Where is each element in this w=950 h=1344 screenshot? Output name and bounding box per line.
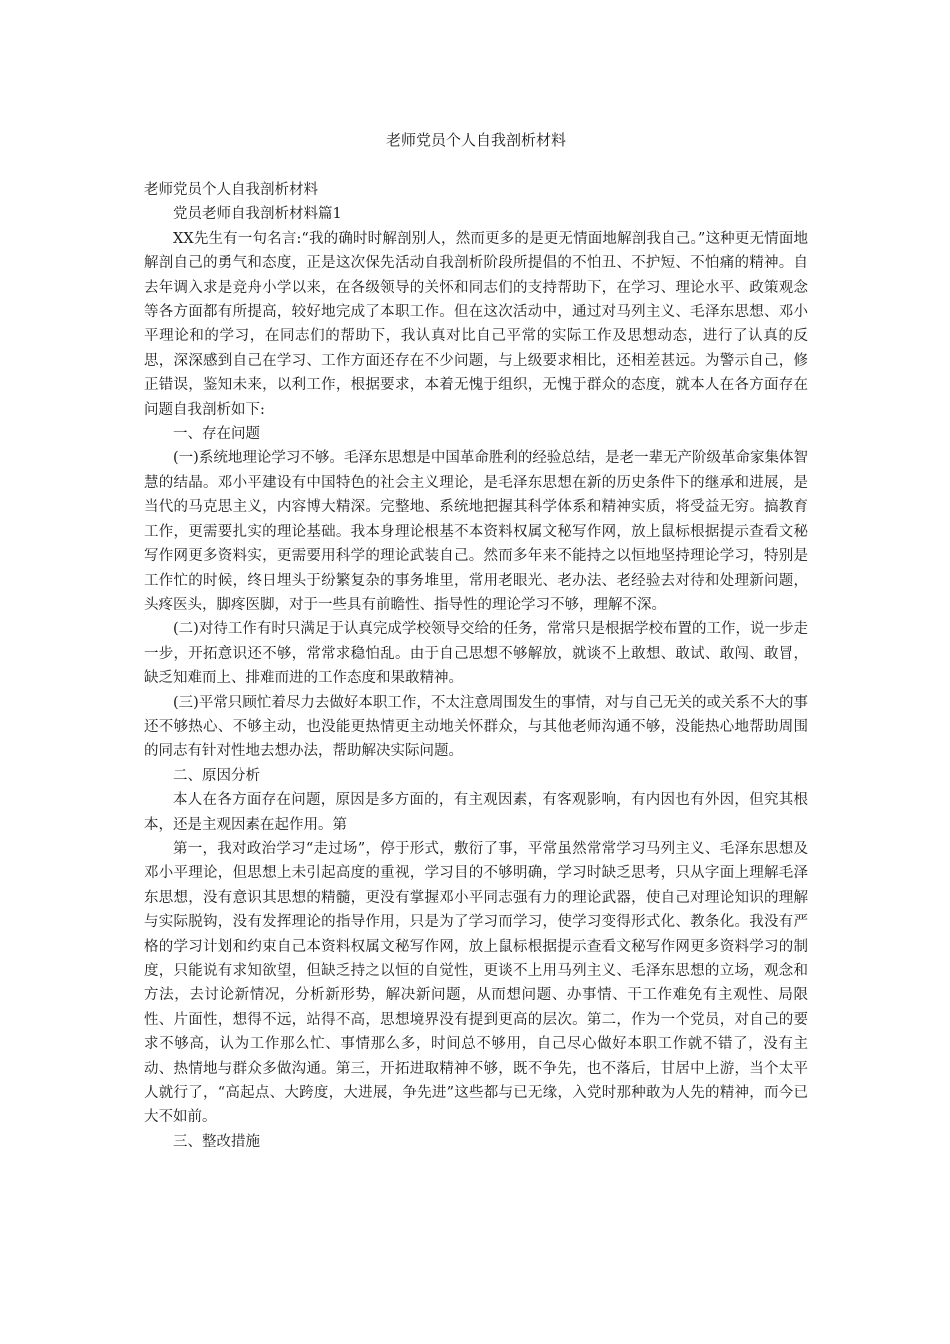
problem-item-3: (三)平常只顾忙着尽力去做好本职工作，不太注意周围发生的事情，对与自己无关的或关系不大的事还不够热心、不够主动，也没能更热情更主动地关怀群众，与其他老师沟通不够，没能热心地帮助周围的同志有针对性地去想办法，帮助解决实际问题。 xyxy=(144,694,808,760)
problem-item-2: (二)对待工作有时只满足于认真完成学校领导交给的任务，常常只是根据学校布置的工作，说一步走一步，开拓意识还不够，常常求稳怕乱。由于自己思想不够解放，就谈不上敢想、敢试、敢闯、敢冒，缺乏知难而上、排难而进的工作态度和果敢精神。 xyxy=(144,621,808,687)
section-heading-measures: 三、整改措施 xyxy=(173,1133,260,1150)
document-title: 老师党员个人自我剖析材料 xyxy=(385,131,566,149)
chapter-heading: 党员老师自我剖析材料篇1 xyxy=(173,206,342,223)
analysis-intro-paragraph: 本人在各方面存在问题，原因是多方面的，有主观因素，有客观影响，有内因也有外因，但究其根本，还是主观因素在起作用。第 xyxy=(144,792,808,833)
document-body xyxy=(144,178,808,1154)
section-heading-problems: 一、存在问题 xyxy=(173,426,260,443)
document-subtitle: 老师党员个人自我剖析材料 xyxy=(144,182,318,198)
problem-item-1: (一)系统地理论学习不够。毛泽东思想是中国革命胜利的经验总结，是老一辈无产阶级革命家集体智慧的结晶。邓小平建设有中国特色的社会主义理论，是毛泽东思想在新的历史条件下的继承和进展，是当代的马克思主义，内容博大精深。完整地、系统地把握其科学体系和精神实质，将受益无穷。搞教育工作，更需要扎实的理论基础。我本身理论根基不本资料权属文秘写作网，放上鼠标根据提示查看文秘写作网更多资料实，更需要用科学的理论武装自己。然而多年来不能持之以恒地坚持理论学习，特别是工作忙的时候，终日埋头于纷繁复杂的事务堆里，常用老眼光、老办法、老经验去对待和处理新问题，头疼医头，脚疼医脚，对于一些具有前瞻性、指导性的理论学习不够，理解不深。 xyxy=(144,450,808,613)
intro-paragraph: XX先生有一句名言:“我的确时时解剖别人，然而更多的是更无情面地解剖我自己。”这种更无情面地解剖自己的勇气和态度，正是这次保先活动自我剖析阶段所提倡的不怕丑、不护短、不怕痛的精神。自去年调入求是竞舟小学以来，在各级领导的关怀和同志们的支持帮助下，在学习、理论水平、政策观念等各方面都有所提高，较好地完成了本职工作。但在这次活动中，通过对马列主义、毛泽东思想、邓小平理论和的学习，在同志们的帮助下，我认真对比自己平常的实际工作及思想动态，进行了认真的反思，深深感到自己在学习、工作方面还存在不少问题，与上级要求相比，还相差甚远。为警示自己，修正错误，鉴知未来，以利工作，根据要求，本着无愧于组织，无愧于群众的态度，就本人在各方面存在问题自我剖析如下: xyxy=(144,230,808,418)
analysis-detail-paragraph: 第一，我对政治学习“走过场”，停于形式，敷衍了事，平常虽然常常学习马列主义、毛泽东思想及邓小平理论，但思想上未引起高度的重视，学习目的不够明确，学习时缺乏思考，只从字面上理解毛泽东思想，没有意识其思想的精髓，更没有掌握邓小平同志强有力的理论武器，使自己对理论知识的理解与实际脱钩，没有发挥理论的指导作用，只是为了学习而学习，使学习变得形式化、教条化。我没有严格的学习计划和约束自己本资料权属文秘写作网，放上鼠标根据提示查看文秘写作网更多资料学习的制度，只能说有求知欲望，但缺乏持之以恒的自觉性，更谈不上用马列主义、毛泽东思想的立场，观念和方法，去讨论新情况，分析新形势，解决新问题，从而想问题、办事情、干工作难免有主观性、局限性、片面性，想得不远，站得不高，思想境界没有提到更高的层次。第二，作为一个党员，对自己的要求不够高，认为工作那么忙、事情那么多，时间总不够用，自己尽心做好本职工作就不错了，没有主动、热情地与群众多做沟通。第三，开拓进取精神不够，既不争先，也不落后，甘居中上游，当个太平人就行了，“高起点、大跨度，大进展，争先进”这些都与已无缘，入党时那种敢为人先的精神，而今已大不如前。 xyxy=(144,840,808,1126)
section-heading-analysis: 二、原因分析 xyxy=(173,767,260,784)
